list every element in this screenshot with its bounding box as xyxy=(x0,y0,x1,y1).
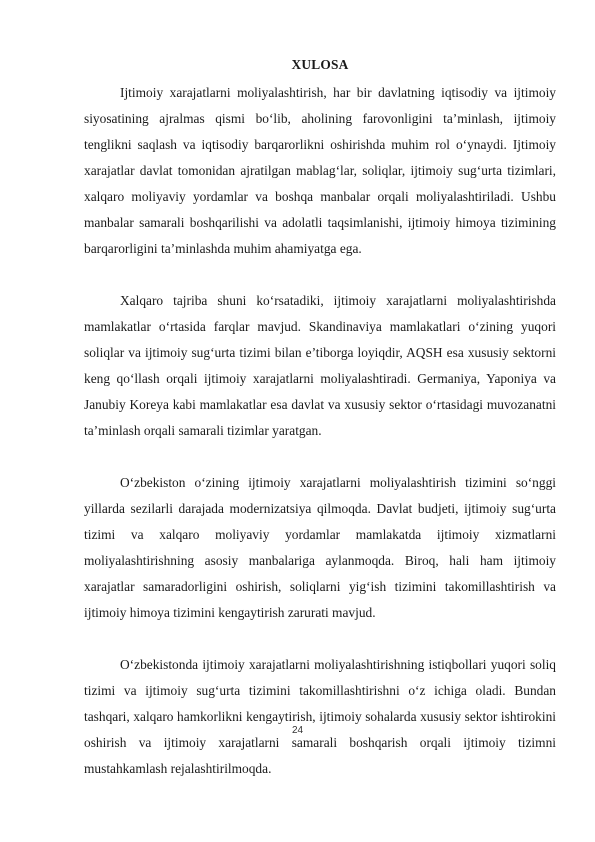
paragraph-gap xyxy=(84,626,556,652)
paragraph-gap xyxy=(84,444,556,470)
document-page xyxy=(84,54,556,782)
paragraph-2: Xalqaro tajriba shuni ko‘rsatadiki, ijtimoiy xarajatlarni moliyalashtirishda mamlakatlar o‘rtasida farqlar mavjud. Skandinaviya mamlakatlari o‘zining yuqori soliqlar va ijtimoiy sug‘urta tizimi bilan e’tiborga loyiqdir, AQSH esa xususiy sektorni keng qo‘llash orqali ijtimoiy xarajatlarni moliyalashtiradi. Germaniya, Yaponiya va Janubiy Koreya kabi mamlakatlar esa davlat va xususiy sektor o‘rtasidagi muvozanatni ta’minlash orqali samarali tizimlar yaratgan. xyxy=(84,293,556,438)
section-title: XULOSA xyxy=(291,57,349,72)
paragraph-1: Ijtimoiy xarajatlarni moliyalashtirish, har bir davlatning iqtisodiy va ijtimoiy siyosatining ajralmas qismi bo‘lib, aholining farovonligini ta’minlash, ijtimoiy tenglikni saqlash va iqtisodiy barqarorlikni oshirishda muhim rol o‘ynaydi. Ijtimoiy xarajatlar davlat tomonidan ajratilgan mablag‘lar, soliqlar, ijtimoiy sug‘urta tizimlari, xalqaro moliyaviy yordamlar va boshqa manbalar orqali moliyalashtiriladi. Ushbu manbalar samarali boshqarilishi va adolatli taqsimlanishi, ijtimoiy himoya tizimining barqarorligini ta’minlashda muhim ahamiyatga ega. xyxy=(84,85,556,256)
page-number: 24 xyxy=(291,725,304,736)
paragraph-4: O‘zbekistonda ijtimoiy xarajatlarni moliyalashtirishning istiqbollari yuqori soliq tizimi va ijtimoiy sug‘urta tizimini takomillashtirishni o‘z ichiga oladi. Bundan tashqari, xalqaro hamkorlikni kengaytirish, ijtimoiy sohalarda xususiy sektor ishtirokini oshirish va ijtimoiy xarajatlarni samarali boshqarish orqali ijtimoiy tizimni mustahkamlash rejalashtirilmoqda. xyxy=(84,657,556,776)
paragraph-gap xyxy=(84,262,556,288)
paragraph-3: O‘zbekiston o‘zining ijtimoiy xarajatlarni moliyalashtirish tizimini so‘nggi yillarda sezilarli darajada modernizatsiya qilmoqda. Davlat budjeti, ijtimoiy sug‘urta tizimi va xalqaro moliyaviy yordamlar mamlakatda ijtimoiy xizmatlarni moliyalashtirishning asosiy manbalariga aylanmoqda. Biroq, hali ham ijtimoiy xarajatlar samaradorligini oshirish, soliqlarni yig‘ish tizimini takomillashtirish va ijtimoiy himoya tizimini kengaytirish zarurati mavjud. xyxy=(84,475,556,620)
